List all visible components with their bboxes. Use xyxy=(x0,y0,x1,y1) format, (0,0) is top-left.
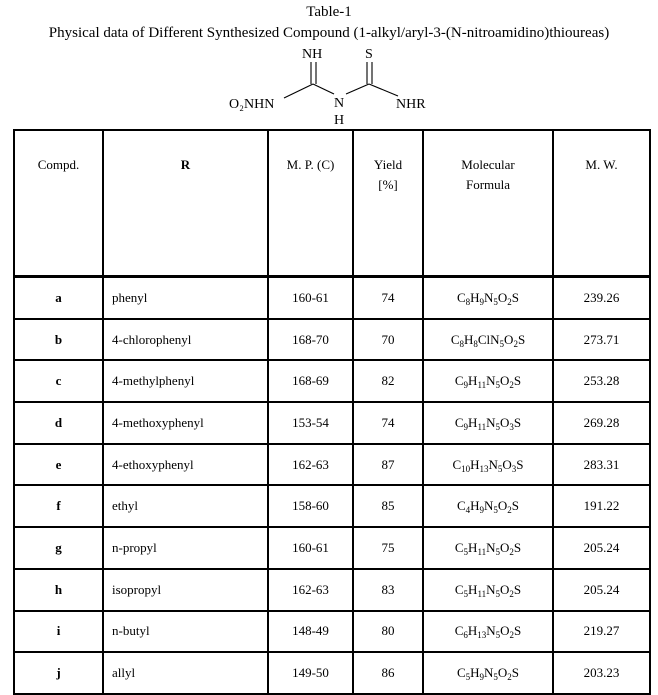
formula-element: H xyxy=(468,581,478,597)
compound-id: h xyxy=(14,569,103,611)
yield-percent: 83 xyxy=(353,569,423,611)
table-row xyxy=(14,444,650,486)
formula-element: S xyxy=(513,581,522,597)
substituent-r: allyl xyxy=(103,652,268,694)
molecular-formula xyxy=(423,611,553,653)
formula-subscript: 5 xyxy=(495,588,500,599)
structure-left-group: O₂NHN xyxy=(229,97,275,112)
bond-c2-to-right xyxy=(369,84,398,96)
molecular-formula xyxy=(423,527,553,569)
formula-subscript: 9 xyxy=(463,380,469,391)
molecular-formula xyxy=(423,485,553,527)
formula-subscript: 5 xyxy=(493,296,498,307)
formula-element: N xyxy=(486,581,496,597)
formula-element: O xyxy=(500,623,510,639)
formula-subscript: 5 xyxy=(495,421,500,432)
melting-point: 158-60 xyxy=(268,485,353,527)
molecular-weight: 191.22 xyxy=(553,485,650,527)
formula-subscript: 5 xyxy=(463,588,469,599)
formula-subscript: 5 xyxy=(497,463,503,474)
bond-n-to-c2 xyxy=(346,84,369,94)
melting-point: 153-54 xyxy=(268,402,353,444)
compound-id: b xyxy=(14,319,103,361)
molecular-weight: 219.27 xyxy=(553,611,650,653)
header-formula-line1: Molecular xyxy=(461,157,515,172)
molecular-weight: 205.24 xyxy=(553,527,650,569)
table-row xyxy=(14,611,650,653)
structure-thio-label: S xyxy=(365,47,373,62)
formula-subscript: 10 xyxy=(461,463,471,474)
formula-subscript: 5 xyxy=(495,380,500,391)
formula-element: N xyxy=(486,373,496,389)
formula-element: C xyxy=(454,373,464,389)
formula-element: C xyxy=(454,414,464,430)
yield-percent: 86 xyxy=(353,652,423,694)
formula-element: N xyxy=(486,539,496,555)
formula-element: O xyxy=(500,373,510,389)
molecular-formula xyxy=(423,652,553,694)
header-row xyxy=(14,130,650,277)
formula-element: S xyxy=(517,331,526,347)
formula-subscript: 2 xyxy=(509,588,514,599)
formula-element: N xyxy=(484,289,494,305)
formula-element: S xyxy=(511,498,520,514)
formula-element: C xyxy=(454,539,464,555)
formula-subscript: 2 xyxy=(507,672,512,683)
compound-id: g xyxy=(14,527,103,569)
substituent-r: 4-chlorophenyl xyxy=(103,319,268,361)
formula-element: H xyxy=(470,498,480,514)
formula-subscript: 5 xyxy=(465,672,471,683)
formula-subscript: 9 xyxy=(479,505,485,516)
formula-element: H xyxy=(468,539,478,555)
melting-point: 168-69 xyxy=(268,360,353,402)
substituent-r: ethyl xyxy=(103,485,268,527)
formula-subscript: 8 xyxy=(459,338,464,349)
yield-percent: 74 xyxy=(353,402,423,444)
substituent-r: n-butyl xyxy=(103,611,268,653)
formula-element: H xyxy=(468,373,478,389)
table-row xyxy=(14,319,650,361)
molecular-formula xyxy=(423,569,553,611)
structure-center-h: H xyxy=(334,113,345,128)
molecular-weight: 203.23 xyxy=(553,652,650,694)
formula-element: H xyxy=(468,414,478,430)
formula-subscript: 5 xyxy=(495,630,501,641)
melting-point: 160-61 xyxy=(268,527,353,569)
substituent-r: 4-methoxyphenyl xyxy=(103,402,268,444)
compound-id: e xyxy=(14,444,103,486)
formula-subscript: 11 xyxy=(477,421,487,432)
molecular-weight: 239.26 xyxy=(553,277,650,319)
physical-data-table xyxy=(13,129,651,695)
formula-element: C xyxy=(454,623,464,639)
header-compd: Compd. xyxy=(14,130,103,277)
yield-percent: 70 xyxy=(353,319,423,361)
formula-element: O xyxy=(497,289,508,305)
formula-element: ClN xyxy=(477,331,500,347)
compound-id: f xyxy=(14,485,103,527)
formula-subscript: 11 xyxy=(477,380,487,391)
formula-subscript: 5 xyxy=(499,338,505,349)
formula-element: C xyxy=(452,456,462,472)
formula-subscript: 5 xyxy=(495,546,500,557)
table-row xyxy=(14,527,650,569)
formula-subscript: 13 xyxy=(477,630,487,641)
formula-element: H xyxy=(470,289,480,305)
formula-element: N xyxy=(484,498,494,514)
melting-point: 162-63 xyxy=(268,569,353,611)
formula-element: S xyxy=(513,373,522,389)
formula-element: N xyxy=(486,414,496,430)
melting-point: 149-50 xyxy=(268,652,353,694)
formula-element: O xyxy=(500,414,510,430)
formula-element: O xyxy=(497,498,508,514)
formula-subscript: 8 xyxy=(473,338,478,349)
compound-id: a xyxy=(14,277,103,319)
header-yield xyxy=(353,130,423,277)
header-r: R xyxy=(103,130,268,277)
formula-element: H xyxy=(470,456,480,472)
bond-c1-to-n xyxy=(313,84,334,94)
header-mw: M. W. xyxy=(553,130,650,277)
molecular-formula xyxy=(423,444,553,486)
formula-element: C xyxy=(450,331,460,347)
structure-imino-label: NH xyxy=(302,47,323,62)
molecular-weight: 205.24 xyxy=(553,569,650,611)
yield-percent: 75 xyxy=(353,527,423,569)
molecular-formula xyxy=(423,360,553,402)
formula-subscript: 3 xyxy=(509,421,514,432)
formula-subscript: 9 xyxy=(463,421,469,432)
structure-diagram xyxy=(0,40,658,130)
formula-subscript: 9 xyxy=(479,672,485,683)
formula-subscript: 3 xyxy=(511,463,517,474)
molecular-formula xyxy=(423,277,553,319)
table-row xyxy=(14,485,650,527)
formula-subscript: 5 xyxy=(493,672,498,683)
header-yield-line1: Yield xyxy=(373,157,403,172)
formula-element: S xyxy=(511,289,520,305)
molecular-weight: 253.28 xyxy=(553,360,650,402)
formula-subscript: 5 xyxy=(493,505,498,516)
formula-element: O xyxy=(502,456,512,472)
header-yield-line2: [%] xyxy=(378,177,398,192)
formula-element: S xyxy=(511,665,520,681)
table-row xyxy=(14,569,650,611)
formula-element: H xyxy=(470,665,480,681)
header-formula-line2: Formula xyxy=(465,177,511,192)
formula-subscript: 11 xyxy=(477,546,487,557)
formula-element: O xyxy=(500,581,510,597)
yield-percent: 85 xyxy=(353,485,423,527)
formula-element: O xyxy=(500,539,510,555)
formula-subscript: 2 xyxy=(507,296,512,307)
substituent-r: 4-ethoxyphenyl xyxy=(103,444,268,486)
substituent-r: isopropyl xyxy=(103,569,268,611)
table-row xyxy=(14,402,650,444)
structure-right-group: NHR xyxy=(396,97,426,112)
formula-subscript: 6 xyxy=(463,630,468,641)
formula-element: H xyxy=(467,623,478,639)
molecular-formula xyxy=(423,319,553,361)
formula-subscript: 2 xyxy=(507,505,512,516)
substituent-r: phenyl xyxy=(103,277,268,319)
compound-id: j xyxy=(14,652,103,694)
formula-subscript: 11 xyxy=(477,588,487,599)
formula-element: C xyxy=(456,665,466,681)
formula-element: N xyxy=(484,665,494,681)
substituent-r: n-propyl xyxy=(103,527,268,569)
formula-element: C xyxy=(456,289,466,305)
molecular-weight: 283.31 xyxy=(553,444,650,486)
formula-subscript: 2 xyxy=(509,546,514,557)
table-title: Table-1 xyxy=(306,4,352,20)
table-row xyxy=(14,277,650,319)
formula-element: S xyxy=(513,414,522,430)
yield-percent: 80 xyxy=(353,611,423,653)
melting-point: 168-70 xyxy=(268,319,353,361)
compound-id: d xyxy=(14,402,103,444)
formula-element: N xyxy=(488,456,498,472)
melting-point: 162-63 xyxy=(268,444,353,486)
compound-id: c xyxy=(14,360,103,402)
formula-subscript: 9 xyxy=(479,296,485,307)
formula-element: S xyxy=(514,623,522,639)
compound-id: i xyxy=(14,611,103,653)
table-body xyxy=(14,277,650,694)
melting-point: 160-61 xyxy=(268,277,353,319)
formula-element: C xyxy=(456,498,466,514)
formula-element: H xyxy=(463,331,474,347)
bond-left-to-c1 xyxy=(284,84,313,98)
formula-subscript: 2 xyxy=(509,630,515,641)
formula-subscript: 13 xyxy=(479,463,489,474)
header-mp: M. P. (C) xyxy=(268,130,353,277)
formula-subscript: 2 xyxy=(513,338,518,349)
formula-element: N xyxy=(486,623,496,639)
formula-subscript: 2 xyxy=(509,380,514,391)
molecular-weight: 273.71 xyxy=(553,319,650,361)
table-row xyxy=(14,360,650,402)
formula-element: S xyxy=(513,539,522,555)
table-row xyxy=(14,652,650,694)
formula-subscript: 5 xyxy=(463,546,469,557)
formula-element: S xyxy=(516,456,524,472)
formula-element: C xyxy=(454,581,464,597)
yield-percent: 74 xyxy=(353,277,423,319)
formula-element: O xyxy=(497,665,508,681)
molecular-weight: 269.28 xyxy=(553,402,650,444)
melting-point: 148-49 xyxy=(268,611,353,653)
structure-center-n: N xyxy=(334,96,345,111)
formula-subscript: 4 xyxy=(465,505,471,516)
substituent-r: 4-methylphenyl xyxy=(103,360,268,402)
formula-subscript: 8 xyxy=(465,296,471,307)
molecular-formula xyxy=(423,402,553,444)
header-formula xyxy=(423,130,553,277)
yield-percent: 82 xyxy=(353,360,423,402)
table-subtitle: Physical data of Different Synthesized Compound (1-alkyl/aryl-3-(N-nitroamidino)thioureas) xyxy=(48,25,610,41)
formula-element: O xyxy=(504,331,514,347)
yield-percent: 87 xyxy=(353,444,423,486)
